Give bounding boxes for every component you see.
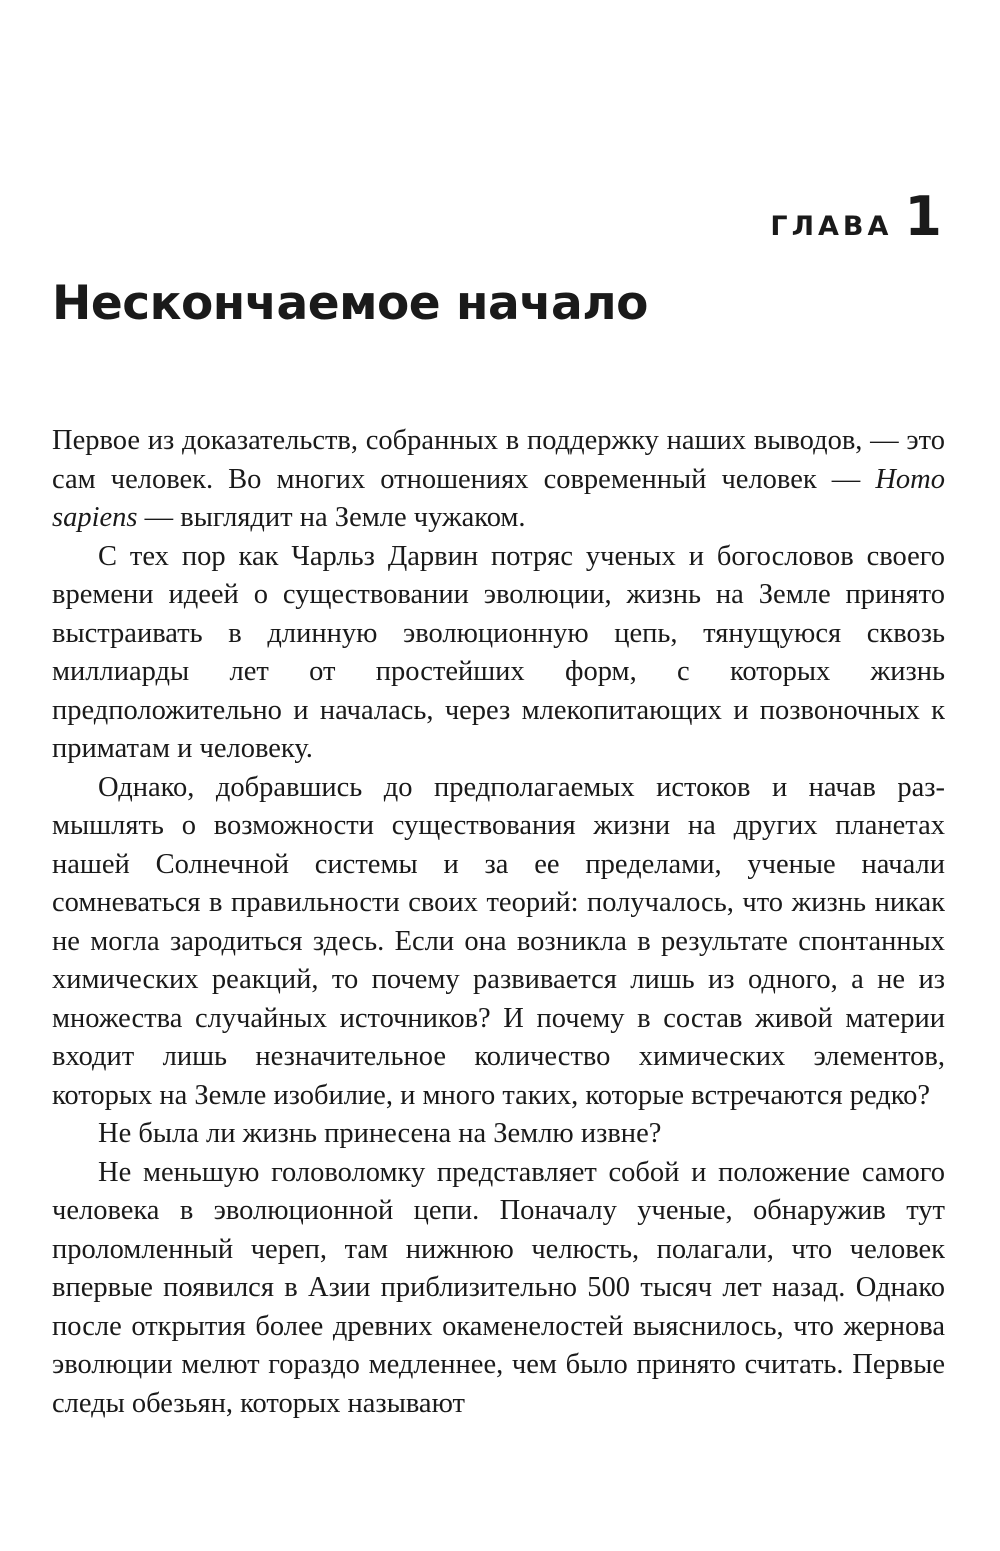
paragraph-2: С тех пор как Чарльз Дарвин потряс ученых и богословов своего времени идеей о существовании эволюции, жизнь на Земле принято выстраивать в длинную эволюционную цепь, тянущуюся сквозь миллиарды лет от простейших форм, с которых жизнь предположительно и началась, через млекопитающих и позвоночных к приматам и человеку. xyxy=(52,540,945,764)
latin-term: Homo sapiens xyxy=(52,463,945,533)
chapter-number: 1 xyxy=(904,185,942,248)
paragraph-3: Однако, добравшись до предполагаемых истоков и начав размышлять о возможности существования жизни на других планетах нашей Солнечной системы и за ее пределами, ученые начали сомневаться в правильности своих теорий: получалось, что жизнь никак не могла зародиться здесь. Если она возникла в результате спонтанных химических реакций, то почему развивается лишь из одного, а не из множества случайных источников? И почему в состав живой материи входит лишь незначительное количество химических элементов, которых на Земле изобилие, и много таких, которые встречаются редко? xyxy=(52,771,945,1111)
paragraph-1-start: Первое из доказательств, собранных в поддержку наших выводов, — это сам человек. Во многих отношениях современный человек — xyxy=(52,425,945,495)
chapter-word: ГЛАВА xyxy=(770,211,893,242)
chapter-label xyxy=(770,185,942,248)
chapter-title: Нескончаемое начало xyxy=(52,276,648,331)
paragraph-5: Не меньшую головоломку представляет собой и положение самого человека в эволюционной цепи. Поначалу ученые, обнаружив тут проломленный череп, там нижнюю челюсть, полагали, что человек впервые появился в Азии приблизительно 500 тысяч лет назад. Однако после открытия более древних окаменелостей выяснилось, что жернова эволюции мелют гораздо медленнее, чем было принято считать. Первые следы обезьян, которых называют xyxy=(52,1156,945,1419)
paragraph-1 xyxy=(52,422,945,538)
paragraph-4: Не была ли жизнь принесена на Землю извне? xyxy=(98,1118,662,1149)
paragraph-1-end: — выглядит на Земле чужаком. xyxy=(137,502,526,533)
chapter-body xyxy=(52,422,945,1423)
